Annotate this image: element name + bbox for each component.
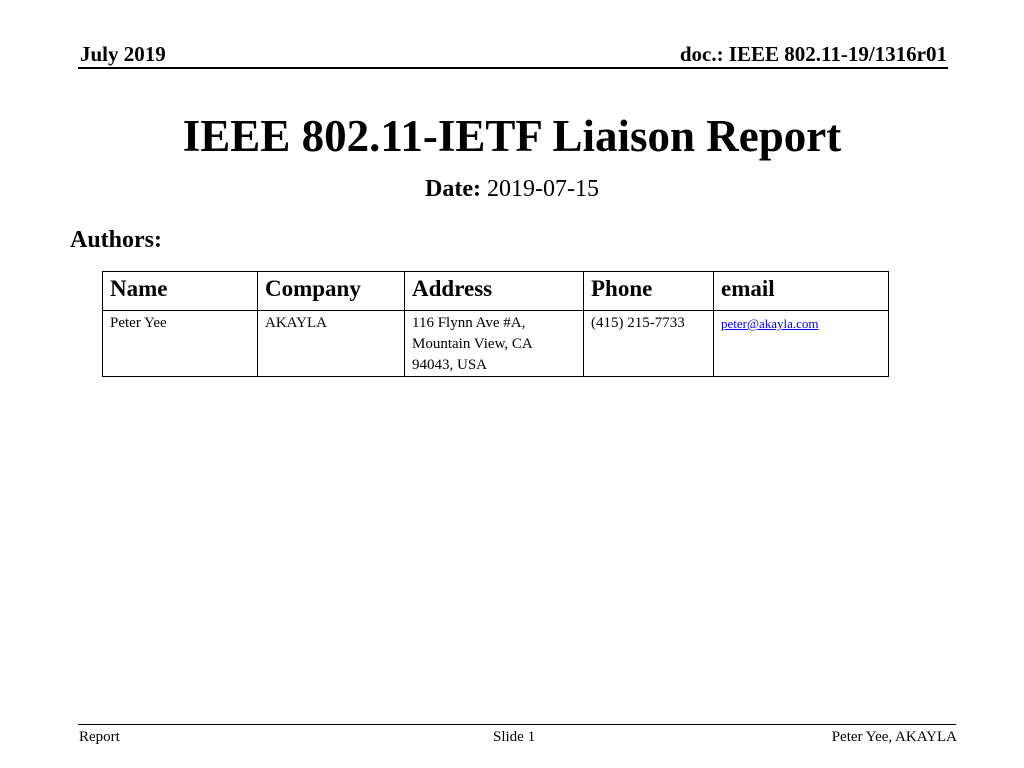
col-header-address: Address: [405, 272, 584, 311]
author-company: AKAYLA: [258, 311, 405, 377]
date-value: 2019-07-15: [486, 176, 599, 202]
col-header-phone: Phone: [584, 272, 714, 311]
slide-title: IEEE 802.11-IETF Liaison Report: [182, 111, 842, 161]
author-email-cell: [714, 311, 889, 377]
table-header-row: [103, 272, 889, 311]
date-label: Date:: [425, 176, 481, 202]
table-row: [103, 311, 889, 377]
footer-author: Peter Yee, AKAYLA: [831, 729, 957, 745]
author-address: 116 Flynn Ave #A, Mountain View, CA 94043, USA: [405, 311, 584, 377]
col-header-company: Company: [258, 272, 405, 311]
authors-table: [102, 271, 889, 377]
footer-slide-number: Slide 1: [493, 729, 536, 745]
footer-rule: [78, 724, 956, 725]
header-doc-id: doc.: IEEE 802.11-19/1316r01: [679, 42, 947, 66]
header-rule: [78, 67, 948, 69]
authors-heading: Authors:: [70, 227, 163, 253]
author-email-link[interactable]: peter@akayla.com: [721, 316, 819, 331]
author-name: Peter Yee: [103, 311, 258, 377]
footer-label: Report: [79, 729, 120, 745]
date-line: [0, 176, 1024, 203]
col-header-name: Name: [103, 272, 258, 311]
author-phone: (415) 215-7733: [584, 311, 714, 377]
header-date: July 2019: [80, 42, 166, 66]
col-header-email: email: [714, 272, 889, 311]
